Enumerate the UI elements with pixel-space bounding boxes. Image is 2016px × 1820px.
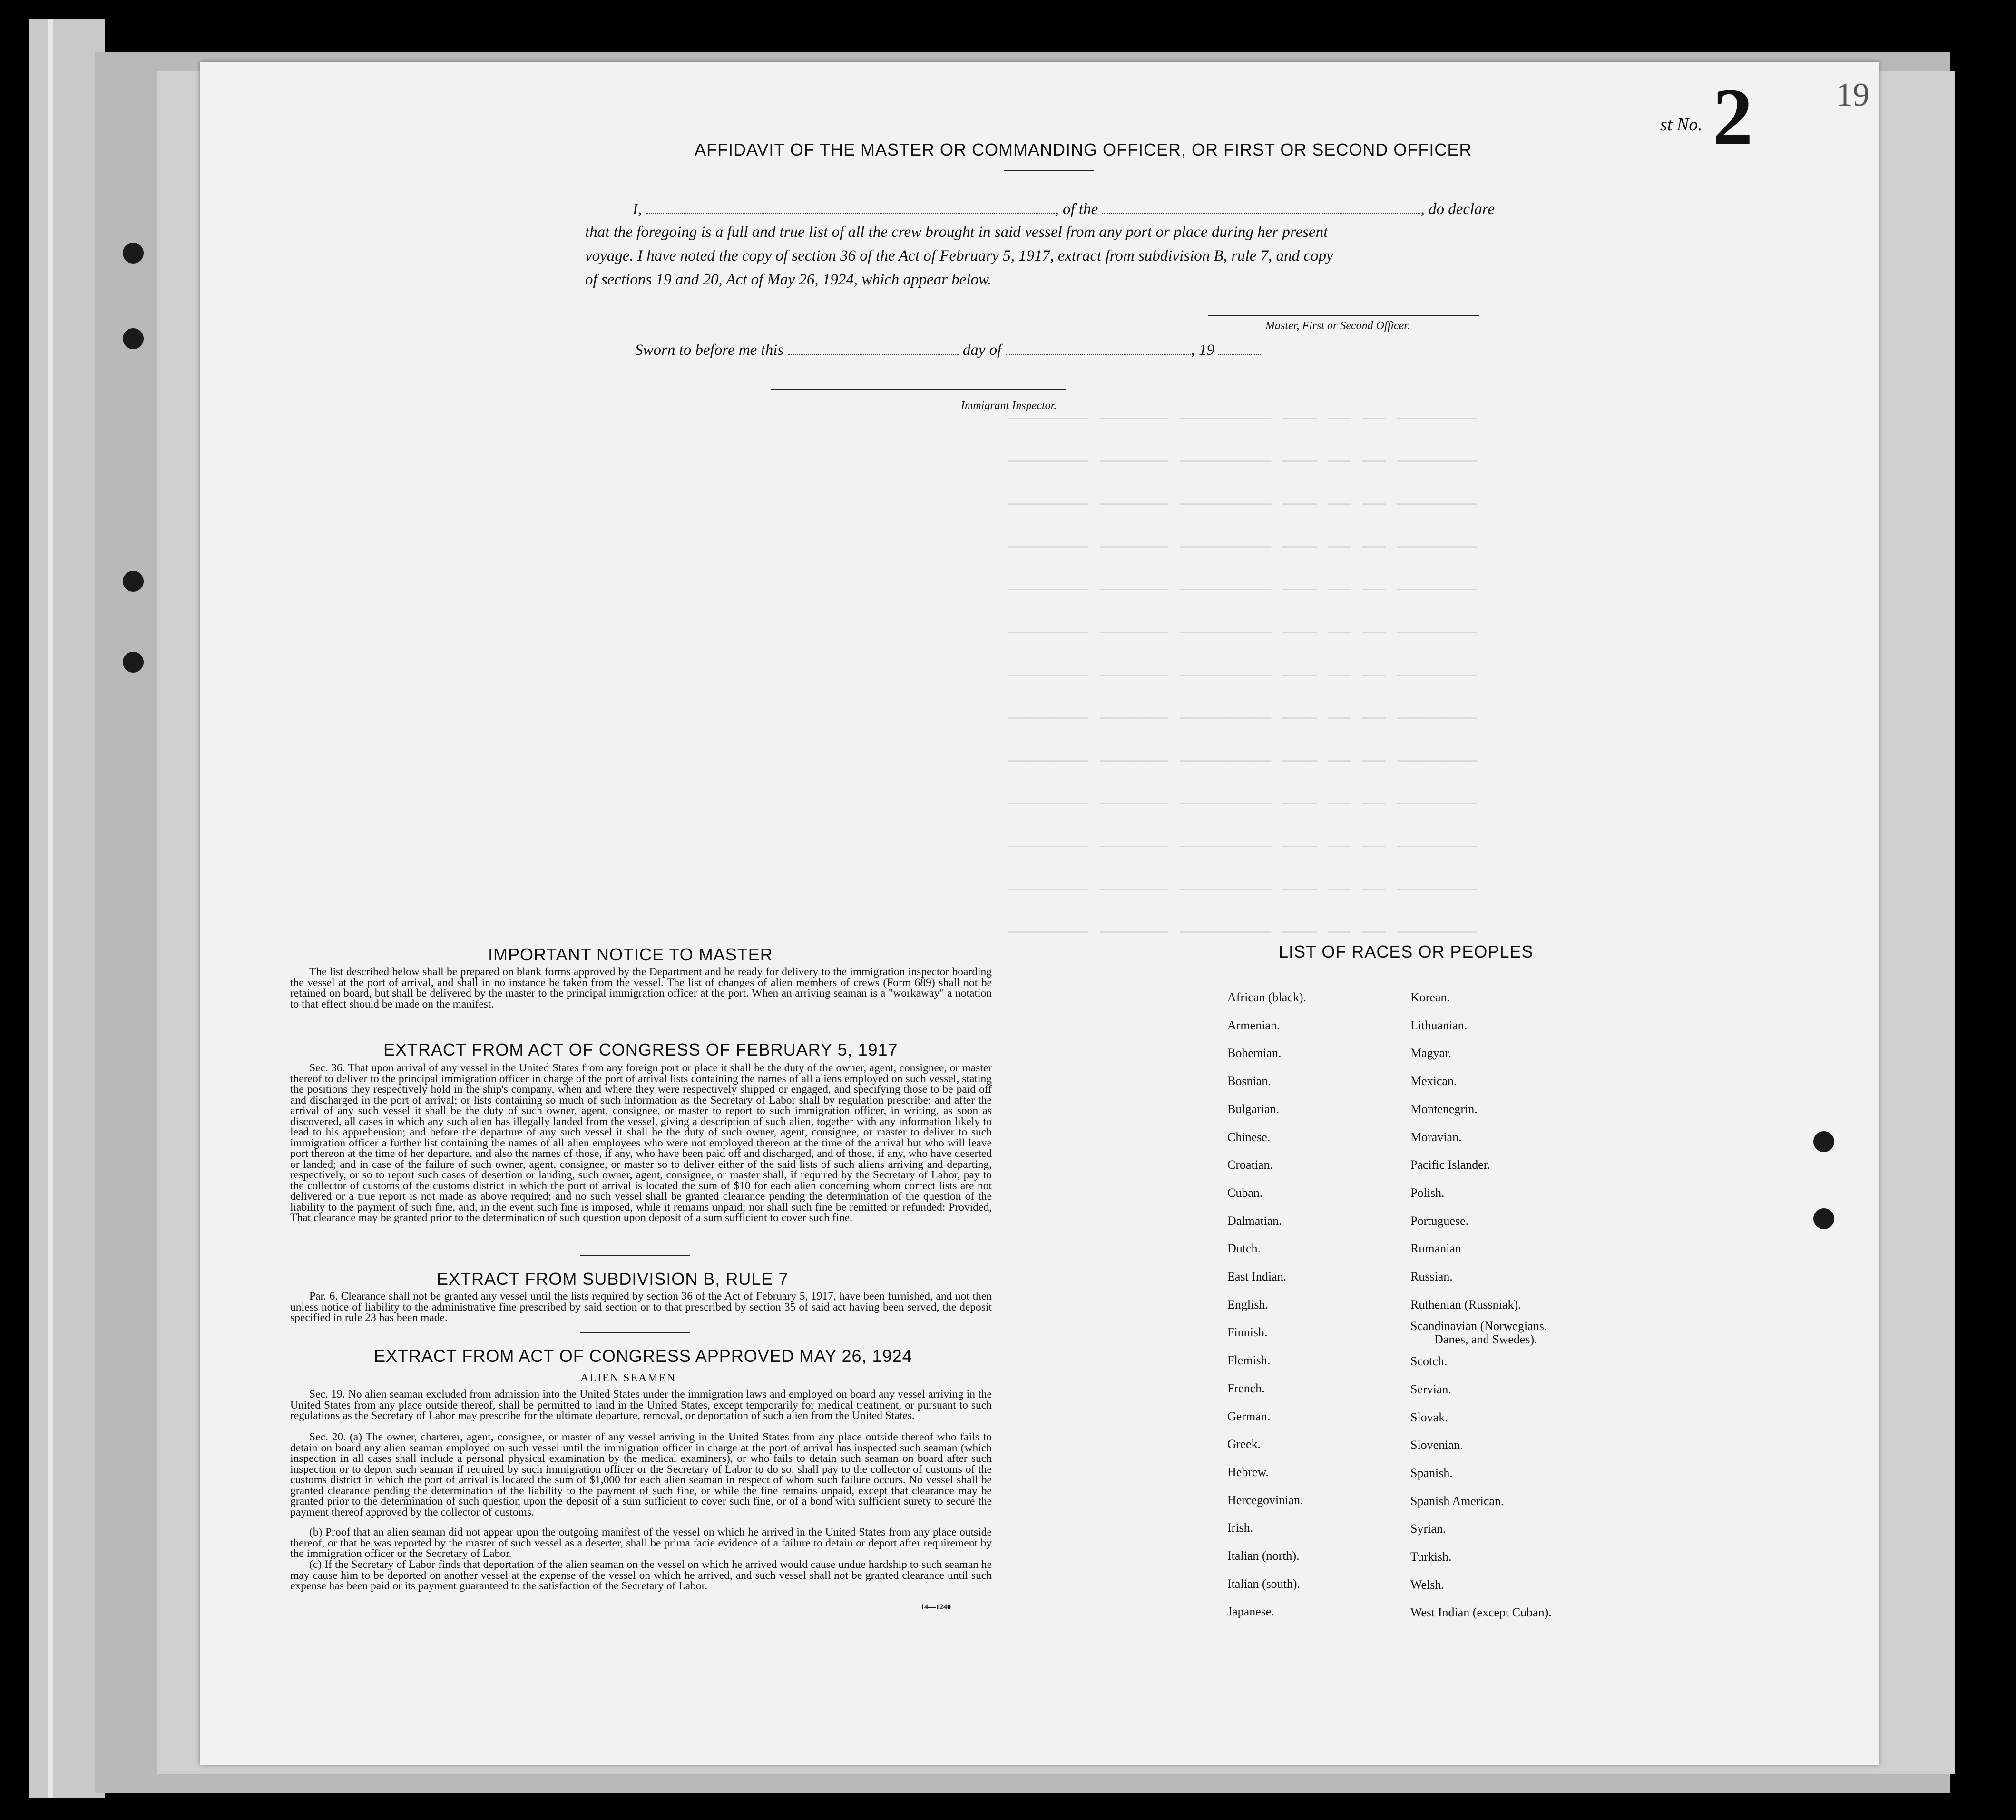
title-divider — [1004, 170, 1094, 171]
race-item: French. — [1227, 1381, 1265, 1395]
punch-hole — [1813, 1131, 1834, 1152]
sworn-year-field[interactable] — [1218, 341, 1261, 355]
bleed-through-row: ─────── ────── ──────── ─── ── ── ─────── — [1008, 495, 1477, 516]
race-item: Finnish. — [1227, 1325, 1268, 1340]
extract-1917-body: Sec. 36. That upon arrival of any vessel in the United States from any foreign port or place it shall be the duty of the owner, agent, consignee, or master thereof to deliver to the principal immigration officer in charge of the port of arrival lists containing the names of all aliens employed on such vessel, stating the positions they respectively hold in the ship's company, when and where they were respectively shipped or engaged, and specifying those to be paid off and discharged in the port of arrival; or lists containing so much of such information as the Secretary of Labor shall by regulation prescribe; and after the arrival of any such vessel it shall be the duty of such owner, agent, consignee, or master to report to such immigration officer, in writing, as soon as discovered, all cases in which any such alien has illegally landed from the vessel, giving a description of such alien, together with any information likely to lead to his apprehension; and before the departure of any such vessel it shall be the duty of such owner, agent, consignee, or master to deliver to such immigration officer a further list containing the names of all alien employees who were not employed thereon at the time of the arrival but who will leave port thereon at the time of her departure, and also the names of those, if any, who have been paid off and discharged, and of those, if any, who have deserted or landed; and in case of the failure of such owner, agent, consignee, or master so to deliver either of the said lists of such aliens arriving and departing, respectively, or so to report such cases of desertion or landing, such owner, agent, consignee, or master shall, if required by the Secretary of Labor, pay to the collector of customs of the customs district in which the port of arrival is located the sum of $10 for each alien concerning whom correct lists are not delivered or a true report is not made as above required; and no such vessel shall be granted clearance pending the determination of the question of the liability to the payment of such fine, and, in the event such fine is imposed, while it remains unpaid; nor shall such fine be remitted or refunded: Provided, That clearance may be granted prior to the determination of such question upon deposit of a sum sufficient to cover such fine. — [290, 1062, 992, 1224]
races-title: LIST OF RACES OR PEOPLES — [1279, 942, 1534, 961]
race-item: Ruthenian (Russniak). — [1410, 1297, 1521, 1311]
punch-hole — [123, 652, 144, 673]
race-item: Lithuanian. — [1410, 1018, 1468, 1032]
race-item: Greek. — [1227, 1437, 1261, 1451]
races-left-column — [1227, 984, 1306, 1626]
affidavit-of-the: , of the — [1055, 201, 1098, 218]
alien-seamen-subtitle: ALIEN SEAMEN — [580, 1372, 676, 1384]
affidavit-i: I, — [633, 201, 642, 218]
inspector-line[interactable] — [771, 389, 1066, 390]
binder-edge — [48, 19, 53, 1798]
bleed-through-row: ─────── ────── ──────── ─── ── ── ─────── — [1008, 623, 1477, 645]
binder-strip — [29, 19, 105, 1798]
race-item-two-line — [1410, 1319, 1552, 1348]
race-item: West Indian (except Cuban). — [1410, 1605, 1552, 1620]
race-item: Hercegovinian. — [1227, 1493, 1303, 1507]
sworn-line — [635, 341, 1261, 359]
affidavit-do-declare: , do declare — [1420, 201, 1495, 218]
signature-line[interactable] — [1208, 315, 1479, 316]
race-item: Spanish. — [1410, 1466, 1453, 1480]
race-item: Chinese. — [1227, 1130, 1271, 1144]
punch-hole — [123, 571, 144, 592]
bleed-through-row: ─────── ────── ──────── ─── ── ── ─────── — [1008, 409, 1477, 431]
race-item: Korean. — [1410, 990, 1450, 1004]
race-item: Danes, and Swedes). — [1434, 1332, 1537, 1347]
extract-1917-title: EXTRACT FROM ACT OF CONGRESS OF FEBRUARY 5, 1917 — [383, 1040, 898, 1059]
race-item: East Indian. — [1227, 1270, 1287, 1284]
extract-1917-divider — [580, 1255, 690, 1256]
race-item: Scandinavian (Norwegians. — [1410, 1319, 1547, 1333]
inspector-label: Immigrant Inspector. — [961, 400, 1057, 412]
bleed-through-row: ─────── ────── ──────── ─── ── ── ─────── — [1008, 666, 1477, 687]
affidavit-line-2: that the foregoing is a full and true list of all the crew brought in said vessel from any port or place during her present — [585, 224, 1328, 241]
bleed-through-row: ─────── ────── ──────── ─── ── ── ─────── — [1008, 880, 1477, 901]
race-item: Montenegrin. — [1410, 1102, 1478, 1116]
race-item: Bulgarian. — [1227, 1102, 1280, 1116]
race-item: Rumanian — [1410, 1242, 1461, 1256]
notice-title: IMPORTANT NOTICE TO MASTER — [488, 945, 773, 964]
race-item: Dalmatian. — [1227, 1213, 1282, 1228]
punch-hole — [123, 243, 144, 264]
race-item: Russian. — [1410, 1270, 1453, 1284]
extract-rule7-title: EXTRACT FROM SUBDIVISION B, RULE 7 — [437, 1269, 789, 1289]
race-item: Turkish. — [1410, 1550, 1452, 1564]
race-item: Flemish. — [1227, 1353, 1271, 1368]
list-number-label: st No. — [1660, 115, 1703, 135]
race-item: Slovak. — [1410, 1410, 1448, 1424]
extract-1924-sec19: Sec. 19. No alien seaman excluded from admission into the United States under the immigration laws and employed on board any vessel arriving in the United States from any place outside thereof, shall be permitted to land in the United States, except temporarily for medical treatment, or pursuant to such regulations as the Secretary of Labor may prescribe for the ultimate departure, removal, or deportation of such alien from the United States. — [290, 1388, 992, 1422]
race-item: Pacific Islander. — [1410, 1158, 1490, 1172]
notice-body: The list described below shall be prepared on blank forms approved by the Department and be ready for delivery to the immigration inspector boarding the vessel at the port of arrival, and shall in no instance be taken from the vessel. The list of changes of alien members of crews (Form 689) shall not be retained on board, but shall be delivered by the master to the principal immigration officer at the port. When an arriving seaman is a "workaway" a notation to that effect should be made on the manifest. — [290, 966, 992, 1010]
race-item: Dutch. — [1227, 1242, 1261, 1256]
bleed-through-row: ─────── ────── ──────── ─── ── ── ─────── — [1008, 452, 1477, 473]
extract-rule7-divider — [580, 1332, 690, 1333]
extract-1924-sec20c: (c) If the Secretary of Labor finds that deportation of the alien seaman on the vessel on which he arrived would cause undue hardship to such seaman he may cause him to be deported on another vessel at the expense of the vessel on which he arrived, and such vessel shall not be granted clearance until such expense has been paid or its payment guaranteed to the satisfaction of the Secretary of Labor. — [290, 1558, 992, 1592]
race-item: Servian. — [1410, 1382, 1451, 1396]
race-item: Syrian. — [1410, 1522, 1446, 1536]
affidavit-line-4: of sections 19 and 20, Act of May 26, 1924, which appear below. — [585, 271, 992, 288]
race-item: Cuban. — [1227, 1185, 1263, 1200]
race-item: Polish. — [1410, 1185, 1445, 1200]
bleed-through-row: ─────── ────── ──────── ─── ── ── ─────── — [1008, 538, 1477, 559]
name-field[interactable] — [646, 200, 1055, 214]
race-item: Irish. — [1227, 1521, 1253, 1535]
race-item: English. — [1227, 1297, 1268, 1311]
bleed-through-row: ─────── ────── ──────── ─── ── ── ─────── — [1008, 837, 1477, 859]
sworn-day-of: day of — [962, 342, 1002, 359]
race-item: Italian (north). — [1227, 1549, 1300, 1563]
race-item: Welsh. — [1410, 1577, 1444, 1592]
sworn-day-field[interactable] — [788, 341, 959, 355]
bleed-through-row: ─────── ────── ──────── ─── ── ── ─────── — [1008, 752, 1477, 773]
form-number: 14—1240 — [920, 1603, 951, 1611]
race-item: Magyar. — [1410, 1046, 1451, 1060]
race-item: Scotch. — [1410, 1354, 1448, 1369]
margin-number: 19 — [1836, 77, 1869, 113]
sworn-prefix: Sworn to before me this — [635, 342, 784, 359]
affidavit-line-3: voyage. I have noted the copy of section 36 of the Act of February 5, 1917, extract from subdivision B, rule 7, and copy — [585, 247, 1333, 264]
race-item: German. — [1227, 1409, 1271, 1423]
race-item: Japanese. — [1227, 1605, 1274, 1619]
race-item: Italian (south). — [1227, 1576, 1301, 1591]
extract-rule7-body: Par. 6. Clearance shall not be granted any vessel until the lists required by section 36 of the Act of February 5, 1917, have been furnished, and not then unless notice of liability to the administrative fine prescribed by said section or to that prescribed by section 35 of said act having been served, the deposit specified in rule 23 has been made. — [290, 1290, 992, 1324]
bleed-through-row: ─────── ────── ──────── ─── ── ── ─────── — [1008, 794, 1477, 816]
bleed-through-row: ─────── ────── ──────── ─── ── ── ─────── — [1008, 709, 1477, 730]
list-number: 2 — [1713, 72, 1753, 161]
race-item: Spanish American. — [1410, 1494, 1504, 1508]
race-item: Slovenian. — [1410, 1438, 1463, 1452]
sworn-19: , 19 — [1191, 342, 1215, 359]
race-item: Bohemian. — [1227, 1046, 1282, 1060]
affidavit-title: AFFIDAVIT OF THE MASTER OR COMMANDING OFFICER, OR FIRST OR SECOND OFFICER — [695, 140, 1472, 159]
extract-1924-sec20a: Sec. 20. (a) The owner, charterer, agent, consignee, or master of any vessel arriving in the United States from any place outside thereof who fails to detain on board any alien seaman employed on such vessel until the immigration officer in charge at the port of arrival has inspected such seaman (which inspection in all cases shall include a personal physical examination by the medical examiners), or who fails to detain such seaman on board after such inspection or to deport such seaman if required by such immigration officer or the Secretary of Labor to do so, shall pay to the collector of customs of the customs district in which the port of arrival is located the sum of $1,000 for each alien seaman in respect of whom such failure occurs. No vessel shall be granted clearance pending the determination of the liability to the payment of such fine, or while the fine remains unpaid, except that clearance may be granted prior to the determination of such question upon the deposit of a sum sufficient to cover such fine, or of a bond with sufficient surety to secure the payment thereof approved by the collector of customs. — [290, 1431, 992, 1518]
extract-1924-sec20b: (b) Proof that an alien seaman did not appear upon the outgoing manifest of the vessel on which he arrived in the United States from any place outside thereof, or that he was reported by the master of such vessel as a deserter, shall be prima facie evidence of a failure to detain or deport after requirement by the immigration officer or the Secretary of Labor. — [290, 1526, 992, 1560]
races-right-column — [1410, 984, 1552, 1627]
punch-hole — [123, 328, 144, 349]
race-item: African (black). — [1227, 990, 1307, 1004]
race-item: Armenian. — [1227, 1018, 1280, 1032]
signature-label: Master, First or Second Officer. — [1265, 320, 1410, 332]
affidavit-line-1 — [633, 200, 1495, 218]
extract-1924-title: EXTRACT FROM ACT OF CONGRESS APPROVED MAY 26, 1924 — [374, 1346, 912, 1366]
race-item: Bosnian. — [1227, 1074, 1271, 1088]
race-item: Portuguese. — [1410, 1213, 1469, 1228]
race-item: Mexican. — [1410, 1074, 1457, 1088]
bleed-through-row: ─────── ────── ──────── ─── ── ── ─────── — [1008, 923, 1477, 944]
punch-hole — [1813, 1208, 1834, 1229]
bleed-through-row: ─────── ────── ──────── ─── ── ── ─────── — [1008, 580, 1477, 602]
race-item: Moravian. — [1410, 1130, 1462, 1144]
race-item: Croatian. — [1227, 1158, 1273, 1172]
race-item: Hebrew. — [1227, 1465, 1269, 1479]
vessel-field[interactable] — [1102, 200, 1420, 214]
sworn-month-field[interactable] — [1006, 341, 1191, 355]
